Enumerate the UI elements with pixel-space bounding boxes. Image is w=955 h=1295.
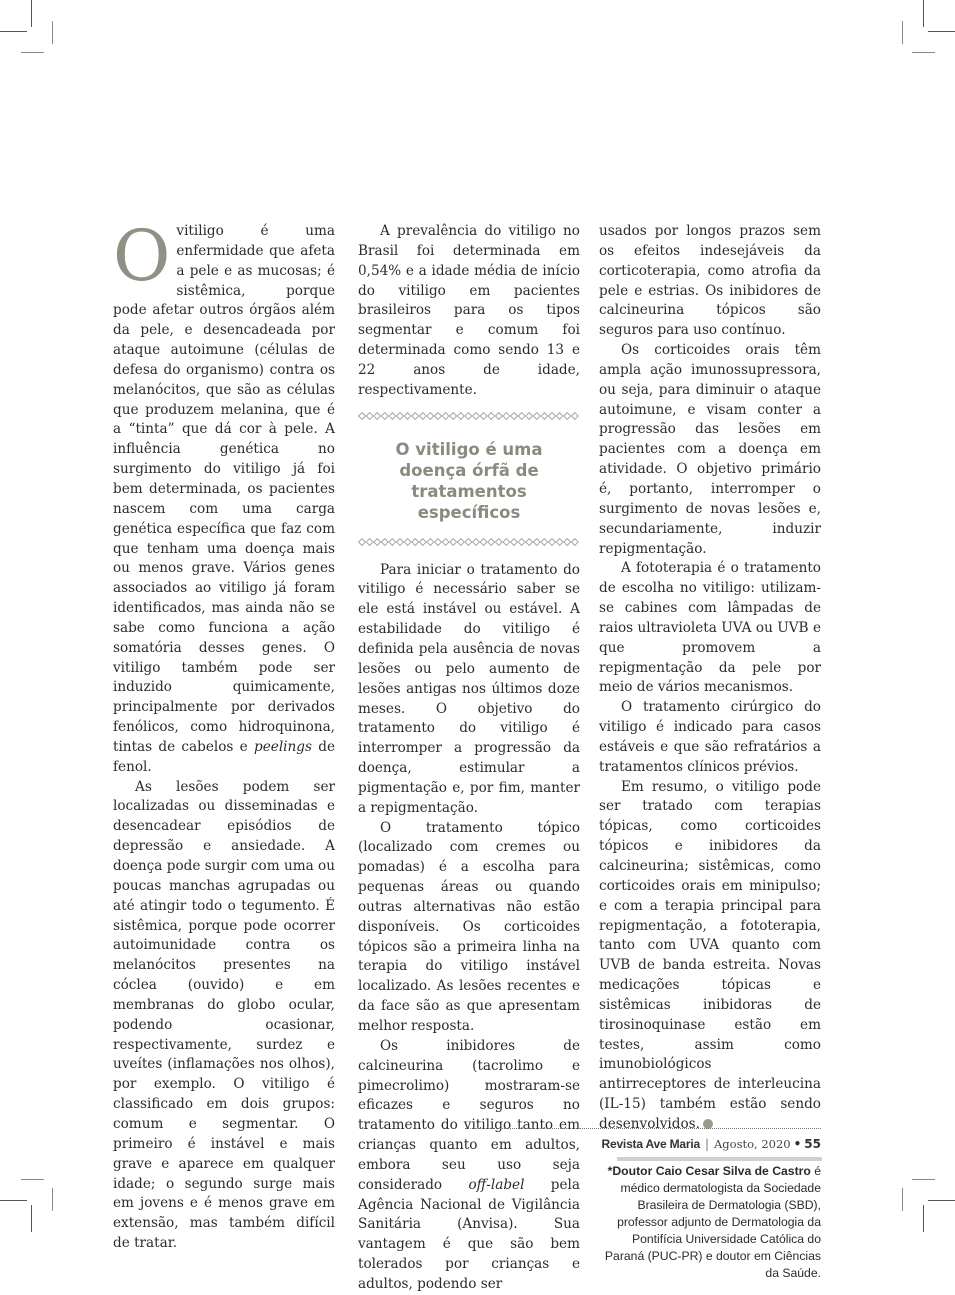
diamond-mark	[480, 538, 487, 545]
diamond-mark	[419, 538, 426, 545]
diamond-mark	[381, 412, 388, 419]
crop-mark	[902, 1188, 903, 1211]
article-column-3	[599, 222, 821, 1282]
paragraph-text: Os inibidores de calcineurina (tacrolimo e pimecrolimo) mostraram-se eficazes e seguros no tratamento do vitiligo tanto em crianças quanto em adultos, embora seu uso seja considerado	[358, 1037, 580, 1193]
diamond-mark	[571, 412, 578, 419]
paragraph	[599, 778, 821, 1135]
diamond-mark	[374, 538, 381, 545]
crop-mark	[923, 0, 924, 27]
diamond-mark	[495, 412, 502, 419]
page-number: 55	[804, 1137, 821, 1151]
author-bio	[599, 1163, 821, 1282]
paragraph: O tratamento cirúrgico do vitiligo é indicado para casos estáveis e que são refratários a tratamentos clínicos prévios.	[599, 699, 821, 775]
diamond-mark	[526, 538, 533, 545]
author-name: *Doutor Caio Cesar Silva de Castro	[607, 1163, 811, 1178]
diamond-mark	[412, 538, 419, 545]
crop-mark	[928, 31, 955, 32]
diamond-mark	[533, 412, 540, 419]
diamond-mark	[397, 538, 404, 545]
crop-mark	[0, 1200, 27, 1201]
diamond-mark	[442, 412, 449, 419]
crop-mark	[912, 1179, 935, 1180]
diamond-mark	[442, 538, 449, 545]
diamond-mark	[374, 412, 381, 419]
diamond-mark	[541, 412, 548, 419]
page-footer	[602, 1137, 821, 1152]
footer-bullet: •	[793, 1137, 802, 1151]
diamond-mark	[503, 412, 510, 419]
diamond-mark	[526, 412, 533, 419]
italic-term: off-label	[468, 1176, 525, 1193]
diamond-mark	[556, 538, 563, 545]
diamond-mark	[465, 538, 472, 545]
diamond-mark	[427, 412, 434, 419]
crop-mark	[928, 1200, 955, 1201]
crop-mark	[21, 52, 44, 53]
author-description: é médico dermatologista da Sociedade Brasileira de Dermatologia (SBD), professor adjunto de Dermatologia da Pontifícia Universidade Católica do Paraná (PUC-PR) e doutor em Ciências da Saúde.	[604, 1163, 821, 1280]
paragraph-text: pela Agência Nacional de Vigilância Sanitária (Anvisa). Sua vantagem é que são bem tolerados por crianças e adultos, podendo ser	[358, 1176, 580, 1292]
diamond-mark	[511, 412, 518, 419]
crop-mark	[52, 21, 53, 44]
diamond-mark	[465, 412, 472, 419]
article-column-1	[113, 215, 335, 1254]
crop-mark	[923, 1205, 924, 1232]
diamond-mark	[389, 538, 396, 545]
crop-mark	[31, 1205, 32, 1232]
diamond-mark	[473, 412, 480, 419]
diamond-mark	[488, 412, 495, 419]
paragraph: Os corticoides orais têm ampla ação imunossupressora, ou seja, para diminuir o ataque autoimune, e visam conter a progressão das lesões em pacientes com a doença em atividade. O objetivo primário é, portanto, interromper o surgimento de novas lesões e, secundariamente, induzir repigmentação.	[599, 342, 821, 557]
diamond-mark	[518, 412, 525, 419]
diamond-mark	[495, 538, 502, 545]
crop-mark	[912, 52, 935, 53]
paragraph: Para iniciar o tratamento do vitiligo é necessário saber se ele está instável ou estável. A estabilidade do vitiligo é definida pela ausência de novas lesões ou pelo aumento de lesões antigas nos últimos doze meses. O objetivo do tratamento do vitiligo é interromper a progressão da doença, estimular a pigmentação e, por fim, manter a repigmentação.	[358, 561, 580, 816]
paragraph: As lesões podem ser localizadas ou disseminadas e desencadear episódios de depressão e ansiedade. A doença pode surgir com uma ou poucas manchas agrupadas ou até atingir todo o tegumento. É sistêmica, porque pode ocorrer autoimunidade contra os melanócitos presentes na cóclea (ouvido) e em membranas do globo ocular, podendo ocasionar, respectivamente, surdez e uveítes (inflamações nos olhos), por exemplo. O vitiligo é classificado em dois grupos: comum e segmentar. O primeiro é instável e mais grave e aparece em qualquer idade; o segundo surge mais em jovens e é menos grave em extensão, mas também difícil de tratar.	[113, 778, 335, 1252]
paragraph-text: vitiligo é uma enfermidade que afeta a pele e as mucosas; é sistêmica, porque pode afetar outros órgãos além da pele, e desencadeada por ataque autoimune (células de defesa do organismo) contra os melanócitos, que são as células que produzem melanina, que é a “tinta” que dá cor à pele. A influência genética no surgimento do vitiligo já foi bem determinada, os pacientes nascem com uma carga genética específica que faz com que tenham uma doença mais ou menos grave. Vários genes associados ao vitiligo já foram identificados, mas ainda não se sabe como funciona a ação somatória desses genes. O vitiligo também pode ser induzido quimicamente, principalmente por derivados fenólicos, como hidroquinona, tintas de cabelos e	[113, 223, 335, 755]
crop-mark	[31, 0, 32, 27]
diamond-mark	[457, 412, 464, 419]
diamond-mark	[450, 538, 457, 545]
diamond-mark	[359, 538, 366, 545]
diamond-mark	[389, 412, 396, 419]
diamond-mark	[427, 538, 434, 545]
diamond-mark	[404, 538, 411, 545]
diamond-mark	[366, 412, 373, 419]
paragraph: O tratamento tópico (localizado com cremes ou pomadas) é a escolha para pequenas áreas ou quando outras alternativas não estão disponíveis. Os corticoides tópicos são a primeira linha na terapia do vitiligo instável localizado. As lesões recentes e da face são as que apresentam melhor resposta.	[358, 819, 580, 1034]
paragraph: usados por longos prazos sem os efeitos indesejáveis da corticoterapia, como atrofia da pele e estrias. Os inibidores de calcineurina tópicos são seguros para uso contínuo.	[599, 223, 821, 339]
paragraph	[358, 1037, 580, 1295]
diamond-divider-icon	[358, 411, 580, 421]
diamond-mark	[404, 412, 411, 419]
diamond-mark	[381, 538, 388, 545]
magazine-name: Revista Ave Maria	[601, 1137, 700, 1151]
diamond-divider-icon	[358, 537, 580, 547]
diamond-mark	[564, 538, 571, 545]
diamond-mark	[556, 412, 563, 419]
diamond-mark	[435, 538, 442, 545]
diamond-mark	[419, 412, 426, 419]
article-column-2	[358, 222, 580, 1295]
diamond-mark	[397, 412, 404, 419]
diamond-mark	[435, 412, 442, 419]
diamond-mark	[457, 538, 464, 545]
crop-mark	[52, 1188, 53, 1211]
diamond-mark	[503, 538, 510, 545]
diamond-mark	[480, 412, 487, 419]
footer-separator: |	[704, 1137, 709, 1151]
diamond-mark	[450, 412, 457, 419]
intro-paragraph	[113, 215, 335, 778]
crop-mark	[21, 1179, 44, 1180]
italic-term: peelings	[254, 738, 312, 755]
diamond-mark	[359, 412, 366, 419]
diamond-mark	[549, 538, 556, 545]
diamond-mark	[473, 538, 480, 545]
diamond-mark	[533, 538, 540, 545]
paragraph: A prevalência do vitiligo no Brasil foi determinada em 0,54% e a idade média de início do vitiligo em pacientes brasileiros para os tipos segmentar e comum foi determinada como sendo 13 e 22 anos de idade, respectivamente.	[358, 223, 580, 398]
diamond-mark	[412, 412, 419, 419]
paragraph: A fototerapia é o tratamento de escolha no vitiligo: utilizam-se cabines com lâmpadas de raios ultravioleta UVA ou UVB e que promovem a repigmentação da pele por meio de vários mecanismos.	[599, 560, 821, 696]
diamond-mark	[366, 538, 373, 545]
diamond-mark	[511, 538, 518, 545]
diamond-mark	[488, 538, 495, 545]
diamond-mark	[541, 538, 548, 545]
drop-cap: O	[113, 215, 171, 297]
crop-mark	[902, 21, 903, 44]
diamond-mark	[549, 412, 556, 419]
diamond-mark	[518, 538, 525, 545]
diamond-mark	[564, 412, 571, 419]
diamond-mark	[571, 538, 578, 545]
footer-dotted-rule	[465, 1128, 821, 1130]
issue-date: Agosto, 2020	[714, 1137, 791, 1151]
pull-quote: O vitiligo é uma doença órfã de tratamentos específicos	[395, 439, 543, 522]
paragraph-text: Em resumo, o vitiligo pode ser tratado com terapias tópicas, como corticoides tópicos e inibidores da calcineurina; sistêmicas, como corticoides orais em minipulso; e com a terapia principal para repigmentação, a fototerapia, tanto com UVA quanto com UVB de banda estreita. Novas medicações tópicas e sistêmicas inibidoras de tirosinoquinase estão em testes, assim como imunobiológicos antirreceptores de interleucina (IL-15) também estão sendo desenvolvidos.	[599, 778, 821, 1132]
hatched-rule	[617, 1157, 822, 1161]
crop-mark	[0, 31, 27, 32]
paragraph-text: de fenol.	[113, 738, 335, 775]
